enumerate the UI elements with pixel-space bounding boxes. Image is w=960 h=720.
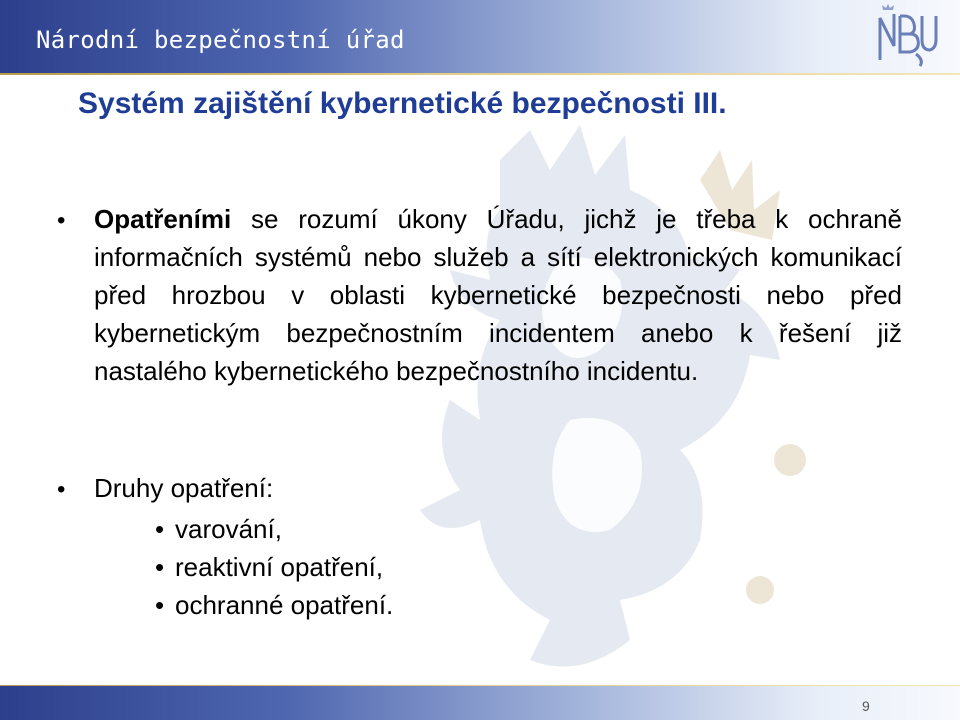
- definition-paragraph: [94, 200, 902, 390]
- slide-title: Systém zajištění kybernetické bezpečnosti III.: [78, 87, 727, 120]
- bullet-dot: •: [57, 476, 66, 503]
- bullet-dot: •: [155, 590, 165, 620]
- definition-term: Opatřeními: [94, 204, 232, 234]
- bullet-dot: •: [155, 514, 165, 544]
- header-divider: [0, 73, 960, 75]
- list-item: [155, 586, 393, 624]
- list-item: [155, 548, 393, 586]
- footer-bar: [0, 686, 960, 720]
- list-item-label: ochranné opatření.: [175, 590, 394, 620]
- page-number: 9: [862, 698, 870, 714]
- list-item: [155, 510, 393, 548]
- nbu-logo-icon: [872, 4, 942, 70]
- bullet-dot: •: [57, 207, 66, 234]
- header-org-name: Národní bezpečnostní úřad: [36, 26, 405, 54]
- measures-heading: Druhy opatření:: [94, 473, 274, 503]
- measures-list: [155, 510, 393, 624]
- bullet-dot: •: [155, 552, 165, 582]
- list-item-label: varování,: [175, 514, 282, 544]
- definition-text: se rozumí úkony Úřadu, jichž je třeba k ochraně informačních systémů nebo služeb a sítí elektronických komunikací před hrozbou v oblasti kybernetické bezpečnosti nebo před kybernetickým bezpečnostním incidentem anebo k řešení již nastalého kybernetického bezpečnostního incidentu.: [94, 204, 902, 386]
- list-item-label: reaktivní opatření,: [175, 552, 384, 582]
